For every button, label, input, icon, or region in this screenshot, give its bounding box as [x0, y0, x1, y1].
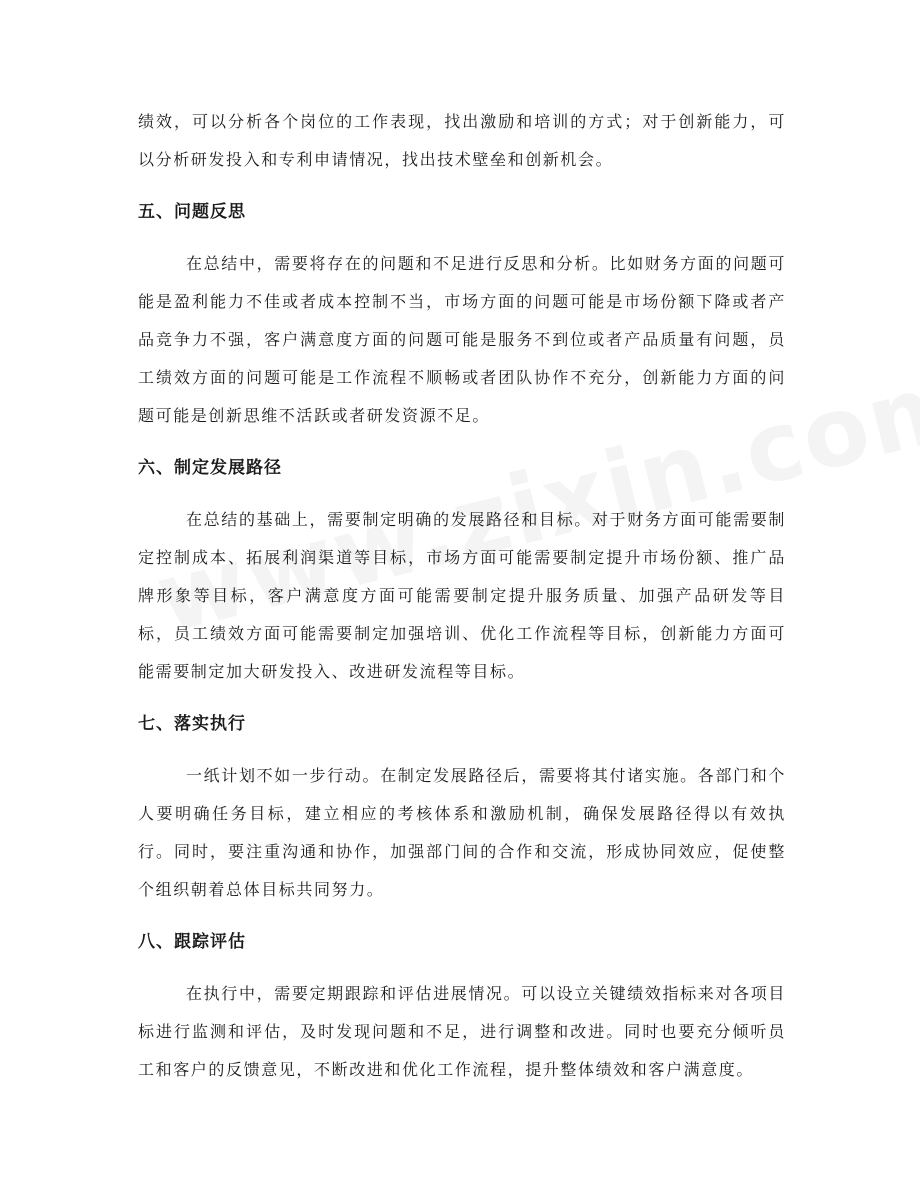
document-page	[138, 103, 786, 1089]
section-body-5: 在总结中，需要将存在的问题和不足进行反思和分析。比如财务方面的问题可能是盈利能力不佳或者成本控制不当，市场方面的问题可能是市场份额下降或者产品竞争力不强，客户满意度方面的问题可能是服务不到位或者产品质量有问题，员工绩效方面的问题可能是工作流程不顺畅或者团队协作不充分，创新能力方面的问题可能是创新思维不活跃或者研发资源不足。	[138, 254, 786, 425]
section-heading-7: 七、落实执行	[138, 714, 246, 734]
section-heading-8: 八、跟踪评估	[138, 932, 246, 952]
section-body-7: 一纸计划不如一步行动。在制定发展路径后，需要将其付诸实施。各部门和个人要明确任务目标，建立相应的考核体系和激励机制，确保发展路径得以有效执行。同时，要注重沟通和协作，加强部门间的合作和交流，形成协同效应，促使整个组织朝着总体目标共同努力。	[138, 766, 786, 899]
section-body-6: 在总结的基础上，需要制定明确的发展路径和目标。对于财务方面可能需要制定控制成本、拓展利润渠道等目标，市场方面可能需要制定提升市场份额、推广品牌形象等目标，客户满意度方面可能需要制定提升服务质量、加强产品研发等目标，员工绩效方面可能需要制定加强培训、优化工作流程等目标，创新能力方面可能需要制定加大研发投入、改进研发流程等目标。	[138, 510, 786, 681]
section-heading-6: 六、制定发展路径	[138, 458, 282, 478]
section-body-8: 在执行中，需要定期跟踪和评估进展情况。可以设立关键绩效指标来对各项目标进行监测和评估，及时发现问题和不足，进行调整和改进。同时也要充分倾听员工和客户的反馈意见，不断改进和优化工作流程，提升整体绩效和客户满意度。	[138, 984, 786, 1079]
intro-continuation-paragraph: 绩效，可以分析各个岗位的工作表现，找出激励和培训的方式；对于创新能力，可以分析研发投入和专利申请情况，找出技术壁垒和创新机会。	[138, 112, 786, 169]
section-heading-5: 五、问题反思	[138, 202, 246, 222]
